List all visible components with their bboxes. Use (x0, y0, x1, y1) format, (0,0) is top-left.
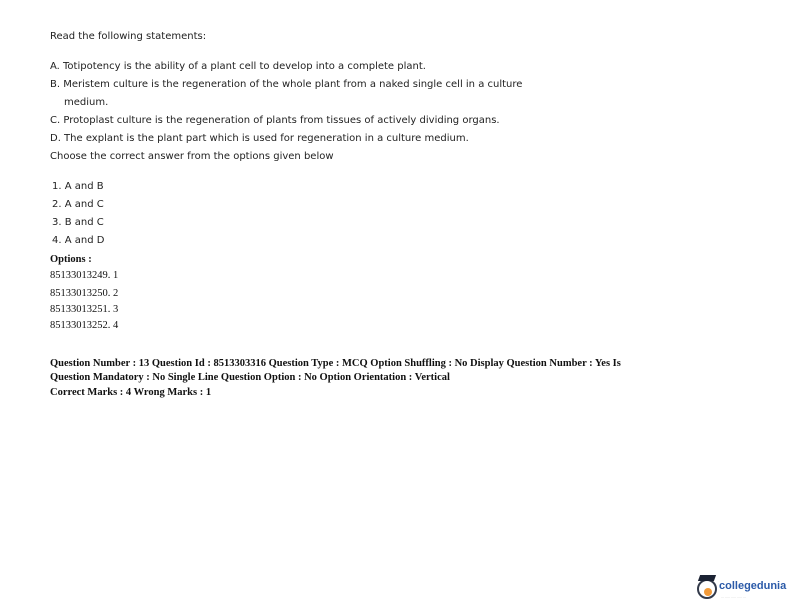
choice-3: 3. B and C (52, 217, 104, 228)
option-id-2: 85133013250. 2 (50, 288, 119, 299)
statement-b-continued: medium. (64, 97, 109, 108)
choice-4: 4. A and D (52, 235, 105, 246)
option-id-1: 85133013249. 1 (50, 270, 119, 281)
choice-2: 2. A and C (52, 199, 104, 210)
question-meta-line-2: Question Mandatory : No Single Line Question Option : No Option Orientation : Vertical (50, 372, 450, 383)
logo-tagline: ····················· (721, 595, 747, 599)
graduate-icon (697, 579, 717, 599)
option-id-3: 85133013251. 3 (50, 304, 119, 315)
options-heading: Options : (50, 254, 92, 265)
question-intro: Read the following statements: (50, 31, 207, 42)
choice-1: 1. A and B (52, 181, 104, 192)
question-meta-line-3: Correct Marks : 4 Wrong Marks : 1 (50, 387, 212, 398)
logo-wordmark: collegedunia (719, 580, 787, 592)
statement-a: A. Totipotency is the ability of a plant cell to develop into a complete plant. (50, 61, 426, 72)
statement-b: B. Meristem culture is the regeneration of the whole plant from a naked single cell in a culture (50, 79, 523, 90)
instruction-text: Choose the correct answer from the options given below (50, 151, 334, 162)
statement-c: C. Protoplast culture is the regeneration of plants from tissues of actively dividing organs. (50, 115, 500, 126)
statement-d: D. The explant is the plant part which is used for regeneration in a culture medium. (50, 133, 469, 144)
question-meta-line-1: Question Number : 13 Question Id : 8513303316 Question Type : MCQ Option Shuffling : No Display Question Number : Yes Is (50, 358, 621, 369)
collegedunia-logo (697, 577, 789, 605)
option-id-4: 85133013252. 4 (50, 320, 119, 331)
